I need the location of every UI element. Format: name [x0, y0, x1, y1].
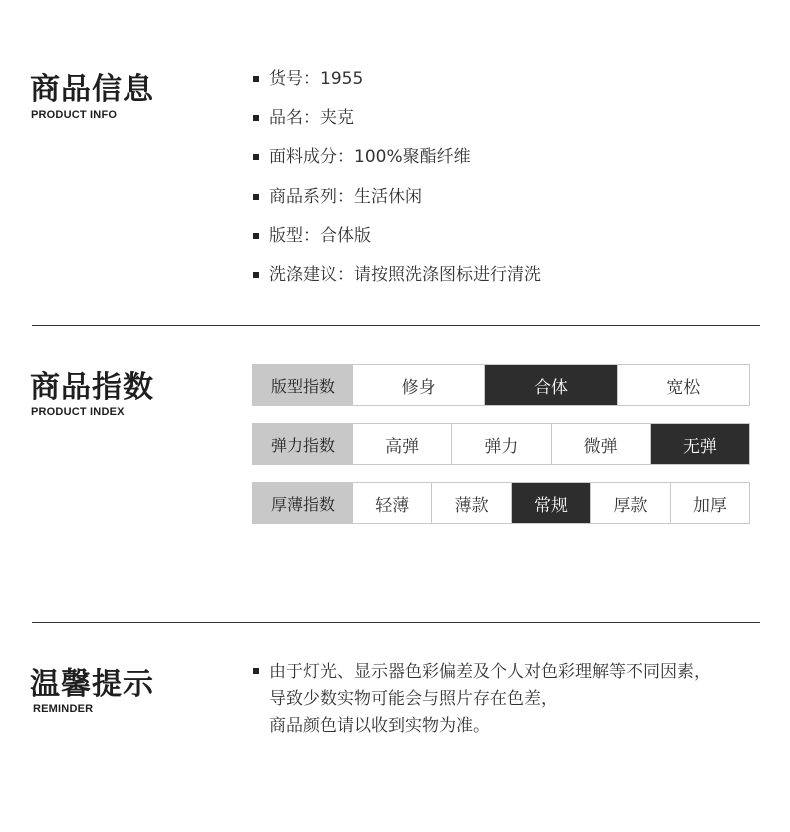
index-option: 厚款 — [590, 483, 669, 523]
product-info-title: 商品信息 — [30, 72, 154, 107]
info-item-fit: 版型：合体版 — [252, 223, 541, 262]
index-option-selected: 合体 — [484, 365, 616, 405]
reminder-subtitle: REMINDER — [33, 703, 94, 715]
reminder-title: 温馨提示 — [30, 667, 154, 702]
index-option: 微弹 — [551, 424, 650, 464]
index-option: 薄款 — [431, 483, 510, 523]
index-option: 轻薄 — [375, 495, 410, 516]
info-item-series: 商品系列：生活休闲 — [252, 184, 541, 223]
index-option: 宽松 — [617, 365, 749, 405]
index-row-thickness — [252, 482, 750, 524]
index-label-thickness: 厚薄指数 — [253, 483, 353, 523]
info-item-fabric: 面料成分：100%聚酯纤维 — [252, 144, 541, 183]
index-row-fit — [252, 364, 750, 406]
index-option: 高弹 — [385, 436, 420, 457]
index-option-selected: 常规 — [511, 483, 590, 523]
index-option: 加厚 — [670, 483, 749, 523]
index-option-selected: 无弹 — [650, 424, 749, 464]
product-index-title: 商品指数 — [30, 370, 154, 405]
reminder-line: 导致少数实物可能会与照片存在色差， — [269, 689, 558, 709]
index-options-fit — [353, 365, 749, 405]
info-item-name: 品名：夹克 — [252, 105, 541, 144]
divider-bottom — [32, 622, 760, 623]
index-options-thickness — [353, 483, 749, 523]
index-row-elasticity — [252, 423, 750, 465]
index-option: 修身 — [401, 377, 436, 398]
index-option: 弹力 — [451, 424, 550, 464]
reminder-line: 商品颜色请以收到实物为准。 — [269, 716, 490, 736]
index-options-elasticity — [353, 424, 749, 464]
product-index-subtitle: PRODUCT INDEX — [31, 406, 125, 418]
info-item-sku: 货号：1955 — [252, 66, 541, 105]
divider-top — [32, 325, 760, 326]
info-item-washing: 洗涤建议：请按照洗涤图标进行清洗 — [252, 262, 541, 301]
reminder-line: 由于灯光、显示器色彩偏差及个人对色彩理解等不同因素， — [269, 662, 711, 682]
product-info-list — [252, 66, 541, 301]
reminder-text — [252, 659, 752, 740]
product-info-subtitle: PRODUCT INFO — [31, 109, 118, 121]
index-label-elasticity: 弹力指数 — [253, 424, 353, 464]
index-label-fit: 版型指数 — [253, 365, 353, 405]
